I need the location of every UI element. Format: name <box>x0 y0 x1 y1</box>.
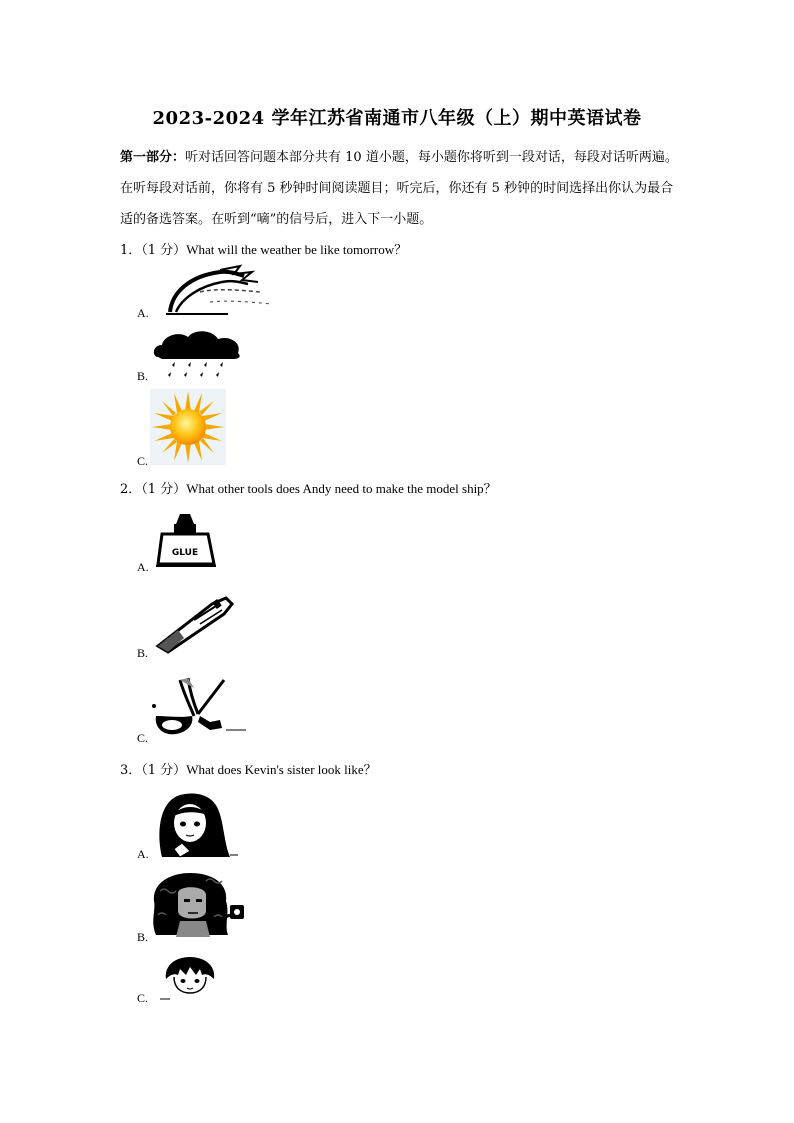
utility-knife-icon <box>154 594 234 654</box>
question-score: （1 分） <box>141 243 187 258</box>
sun-icon <box>150 389 226 465</box>
question-3 <box>120 759 377 778</box>
question-text: What will the weather be like tomorrow？ <box>186 242 408 257</box>
short-hair-boy-icon <box>160 955 220 1001</box>
question-1 <box>120 239 407 258</box>
option-label: B. <box>137 930 149 944</box>
rain-cloud-icon <box>150 327 245 382</box>
curly-hair-girl-icon <box>150 871 250 939</box>
long-straight-hair-girl-icon <box>152 791 238 857</box>
glue-label: GLUE <box>171 548 199 558</box>
question-text: What other tools does Andy need to make the model ship？ <box>186 481 497 496</box>
glue-bottle-icon <box>154 512 218 570</box>
option-label: A. <box>137 306 149 320</box>
wind-icon <box>160 262 280 320</box>
question-number: 3． <box>120 763 142 778</box>
question-score: （1 分） <box>141 482 187 497</box>
option-label: B. <box>137 646 149 660</box>
instructions <box>120 142 680 235</box>
option-label: A. <box>137 560 149 574</box>
question-score: （1 分） <box>141 763 187 778</box>
page-title: 2023-2024 学年江苏省南通市八年级（上）期中英语试卷 <box>152 108 642 129</box>
scissors-icon <box>150 676 250 740</box>
instructions-text: 听对话回答问题本部分共有 10 道小题，每小题你将听到一段对话，每段对话听两遍。在听每段对话前，你将有 5 秒钟时间阅读题目；听完后，你还有 5 秒钟的时间选择出你认为最合适的备选答案。在听到“嘀”的信号后，进入下一小题。 <box>120 150 678 227</box>
option-label: C. <box>137 731 149 745</box>
option-label: A. <box>137 847 149 861</box>
option-label: B. <box>137 369 149 383</box>
instructions-lead: 第一部分： <box>120 150 186 165</box>
question-number: 1． <box>120 243 142 258</box>
option-label: C. <box>137 991 149 1005</box>
question-number: 2． <box>120 482 142 497</box>
question-text: What does Kevin's sister look like？ <box>186 762 377 777</box>
question-2 <box>120 478 497 497</box>
option-label: C. <box>137 454 149 468</box>
